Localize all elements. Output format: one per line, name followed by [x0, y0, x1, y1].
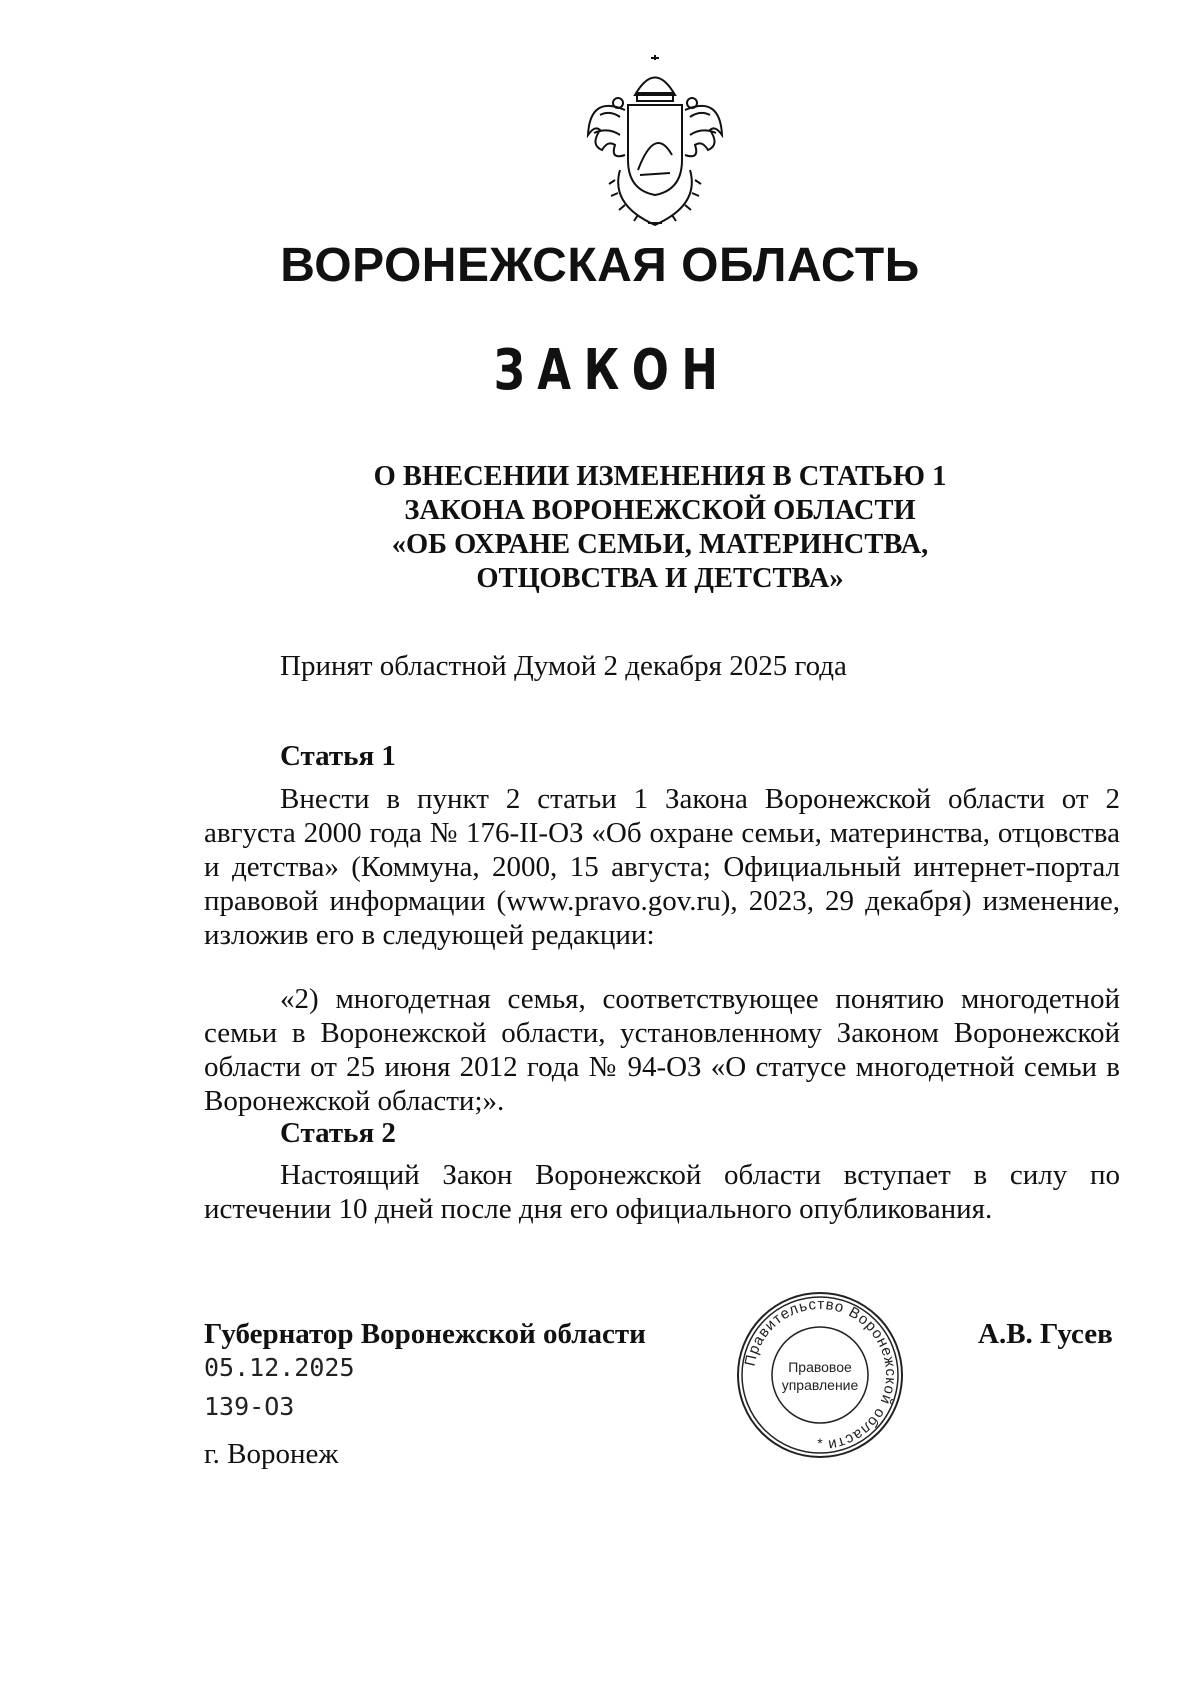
law-title-line: ОТЦОВСТВА И ДЕТСТВА»: [476, 563, 844, 594]
signer-name: А.В. Гусев: [978, 1318, 1113, 1350]
law-title-line: О ВНЕСЕНИИ ИЗМЕНЕНИЯ В СТАТЬЮ 1: [373, 461, 947, 492]
signing-date: 05.12.2025: [204, 1353, 355, 1382]
stamp-center-line1: Правовое: [788, 1359, 852, 1375]
article-2-text: Настоящий Закон Воронежской области вступает в силу по истечении 10 дней после дня его официального опубликования.: [204, 1159, 1120, 1225]
article-2-heading: Статья 2: [280, 1117, 396, 1149]
law-title: [300, 460, 1020, 596]
law-title-line: ЗАКОНА ВОРОНЕЖСКОЙ ОБЛАСТИ: [404, 495, 916, 526]
official-stamp: [735, 1290, 905, 1460]
signing-city: г. Воронеж: [204, 1438, 339, 1470]
adoption-note: Принят областной Думой 2 декабря 2025 года: [280, 650, 847, 682]
stamp-ring-text: Правительство Воронежской области: [741, 1295, 900, 1454]
article-1-heading: Статья 1: [280, 740, 396, 772]
article-1-text: Внести в пункт 2 статьи 1 Закона Воронежской области от 2 августа 2000 года № 176-II-ОЗ «Об охране семьи, материнства, отцовства и детства» (Коммуна, 2000, 15 августа; Официальный интернет-портал правовой информации (www.pravo.gov.ru), 2023, 29 декабря) изменение, изложив его в следующей редакции:: [204, 783, 1120, 951]
law-number: 139-ОЗ: [204, 1392, 295, 1421]
document-type-heading: ЗАКОН: [493, 338, 731, 403]
law-title-line: «ОБ ОХРАНЕ СЕМЬИ, МАТЕРИНСТВА,: [391, 529, 929, 560]
signer-position: Губернатор Воронежской области: [204, 1318, 646, 1350]
article-1-quote: «2) многодетная семья, соответствующее понятию многодетной семьи в Воронежской области, установленному Законом Воронежской области от 25 июня 2012 года № 94-ОЗ «О статусе многодетной семьи в Воронежской области;».: [204, 983, 1120, 1117]
coat-of-arms-emblem: [580, 55, 730, 230]
region-heading: ВОРОНЕЖСКАЯ ОБЛАСТЬ: [280, 239, 920, 292]
stamp-star: *: [817, 1435, 823, 1451]
stamp-center-line2: управление: [781, 1377, 859, 1393]
